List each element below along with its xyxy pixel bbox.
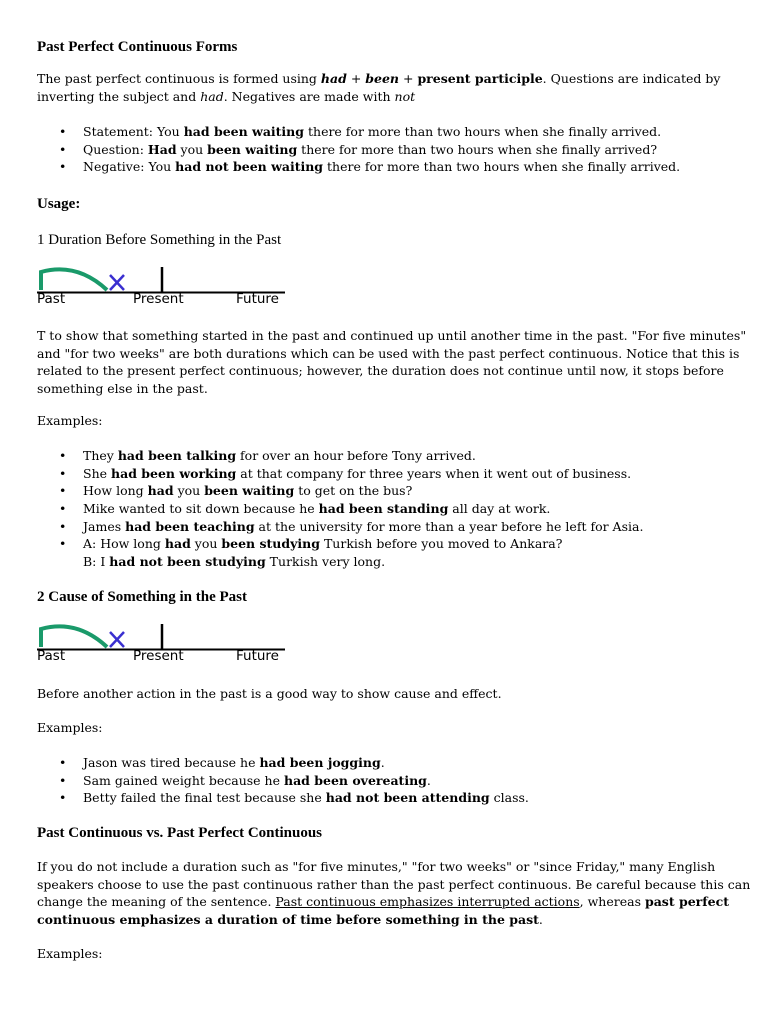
list-item: [37, 500, 643, 518]
item-text: there for more than two hours when she finally arrived.: [323, 159, 681, 175]
para-text: , whereas: [579, 894, 645, 909]
bullet-icon: •: [59, 124, 67, 139]
item-text: you: [190, 536, 222, 552]
item-bold: had: [147, 483, 174, 499]
item-text: James: [83, 518, 126, 534]
item-text: at that company for three years when it went out of business.: [236, 465, 632, 481]
intro-text: inverting the subject and: [37, 89, 201, 104]
timeline-label-future: Future: [236, 648, 279, 664]
item-bold: had been talking: [117, 448, 237, 463]
section-2-para: Before another action in the past is a good way to show cause and effect.: [37, 686, 502, 701]
item-bold: had been waiting: [183, 124, 305, 139]
timeline-label-present: Present: [133, 648, 184, 664]
timeline-graphic: [37, 264, 287, 294]
item-text: B: I: [83, 554, 110, 570]
timeline-diagram-1: [37, 264, 287, 306]
underlined-text: Past continuous emphasizes interrupted actions: [275, 894, 580, 909]
section-1-para-line: and "for two weeks" are both durations which can be used with the past perfect continuous. Notice that this is: [37, 346, 740, 361]
list-item: [37, 141, 680, 159]
para-bold: past perfect: [644, 894, 729, 909]
item-bold: had been jogging: [259, 755, 381, 770]
item-text: A: How long: [83, 536, 165, 552]
item-text: .: [426, 772, 431, 788]
item-text: .: [380, 755, 385, 770]
item-bold: Had: [147, 141, 177, 157]
section-1-para-line: T to show that something started in the past and continued up until another time in the past. "For five minutes": [37, 328, 747, 343]
item-text: there for more than two hours when she finally arrived.: [304, 124, 662, 139]
item-text: Sam gained weight because he: [83, 772, 284, 788]
item-text: Turkish before you moved to Ankara?: [319, 536, 563, 552]
list-item: [37, 772, 529, 790]
list-item-continuation: [37, 553, 643, 571]
item-text: there for more than two hours when she finally arrived?: [297, 141, 658, 157]
item-bold: been waiting: [204, 483, 295, 499]
timeline-diagram-2: [37, 621, 287, 663]
intro-text: The past perfect continuous is formed using: [37, 71, 321, 86]
examples-label: Examples:: [37, 720, 103, 735]
bullet-icon: •: [59, 518, 67, 534]
timeline-label-past: Past: [37, 648, 66, 664]
section-2-heading: 2 Cause of Something in the Past: [37, 589, 248, 605]
item-text: She: [83, 465, 111, 481]
bullet-icon: •: [59, 141, 67, 157]
item-text: Mike wanted to sit down because he: [83, 501, 319, 517]
bullet-icon: •: [59, 790, 67, 806]
bullet-icon: •: [59, 536, 67, 552]
timeline-label-present: Present: [133, 291, 184, 307]
item-text: They: [83, 448, 118, 463]
item-text: Negative: You: [83, 159, 176, 175]
item-text: you: [173, 483, 205, 499]
item-text: Betty failed the final test because she: [83, 790, 326, 806]
item-text: Jason was tired because he: [83, 755, 260, 770]
intro-been: been: [365, 71, 400, 86]
item-text: all day at work.: [448, 501, 551, 517]
section-3-heading: Past Continuous vs. Past Perfect Continuous: [37, 825, 323, 841]
section-1-examples-list: [37, 447, 643, 571]
item-text: Turkish very long.: [265, 554, 386, 570]
item-text: How long: [83, 483, 148, 499]
item-bold: had: [164, 536, 191, 552]
item-text: at the university for more than a year before he left for Asia.: [254, 518, 644, 534]
intro-text: . Negatives are made with: [223, 89, 395, 104]
list-item: [37, 123, 680, 141]
item-text: for over an hour before Tony arrived.: [236, 448, 476, 463]
bullet-icon: •: [59, 465, 67, 481]
timeline-label-past: Past: [37, 291, 66, 307]
item-bold: been waiting: [207, 141, 298, 157]
section-1-para-line: related to the present perfect continuous; however, the duration does not continue until now, it stops before: [37, 363, 724, 378]
bullet-icon: •: [59, 159, 67, 175]
item-bold: had not been attending: [325, 790, 490, 806]
timeline-label-future: Future: [236, 291, 279, 307]
list-item: [37, 447, 643, 465]
intro-not-italic: not: [394, 89, 416, 104]
intro-text: . Questions are indicated by: [542, 71, 721, 86]
para-bold: continuous emphasizes a duration of time before something in the past: [37, 912, 539, 927]
examples-label: Examples:: [37, 413, 103, 428]
bullet-icon: •: [59, 755, 67, 770]
duration-arc: [41, 269, 107, 290]
intro-paragraph-line-1: [37, 70, 720, 88]
item-bold: had been standing: [318, 501, 449, 517]
section-1-heading: 1 Duration Before Something in the Past: [37, 232, 282, 248]
item-bold: had been working: [111, 465, 237, 481]
duration-arc: [41, 626, 107, 647]
list-item: [37, 789, 529, 807]
bullet-icon: •: [59, 483, 67, 499]
list-item: [37, 158, 680, 176]
forms-list: [37, 123, 680, 176]
bullet-icon: •: [59, 448, 67, 463]
item-text: to get on the bus?: [294, 483, 413, 499]
section-3-para-line: [37, 911, 543, 929]
list-item: [37, 754, 529, 772]
item-bold: had not been waiting: [175, 159, 324, 175]
item-bold: had been teaching: [125, 518, 255, 534]
bullet-icon: •: [59, 501, 67, 517]
intro-present-participle: present participle: [417, 71, 543, 86]
section-2-examples-list: [37, 754, 529, 807]
item-text: Question:: [83, 141, 148, 157]
examples-label: Examples:: [37, 946, 103, 961]
intro-had-italic: had: [200, 89, 224, 104]
item-bold: had not been studying: [109, 554, 266, 570]
timeline-graphic: [37, 621, 287, 651]
section-3-para-line: speakers choose to use the past continuous rather than the past perfect continuous. Be careful because this can: [37, 877, 751, 892]
list-item: [37, 482, 643, 500]
page-title: Past Perfect Continuous Forms: [37, 39, 238, 55]
para-text: .: [538, 912, 543, 927]
intro-plus: +: [346, 71, 366, 86]
item-text: Statement: You: [83, 124, 184, 139]
list-item: [37, 465, 643, 483]
bullet-icon: •: [59, 772, 67, 788]
intro-had: had: [320, 71, 347, 86]
item-bold: had been overeating: [283, 772, 427, 788]
item-bold: been studying: [221, 536, 320, 552]
section-3-para-line: [37, 893, 729, 911]
section-1-para-line: something else in the past.: [37, 381, 208, 396]
item-text: class.: [489, 790, 529, 806]
item-text: you: [176, 141, 208, 157]
para-text: change the meaning of the sentence.: [37, 894, 276, 909]
section-3-para-line: If you do not include a duration such as "for five minutes," "for two weeks" or "since Friday," many English: [37, 859, 716, 874]
list-item: [37, 535, 643, 553]
list-item: [37, 518, 643, 536]
intro-plus: +: [399, 71, 418, 86]
usage-heading: Usage:: [37, 196, 81, 212]
intro-paragraph-line-2: [37, 88, 415, 106]
